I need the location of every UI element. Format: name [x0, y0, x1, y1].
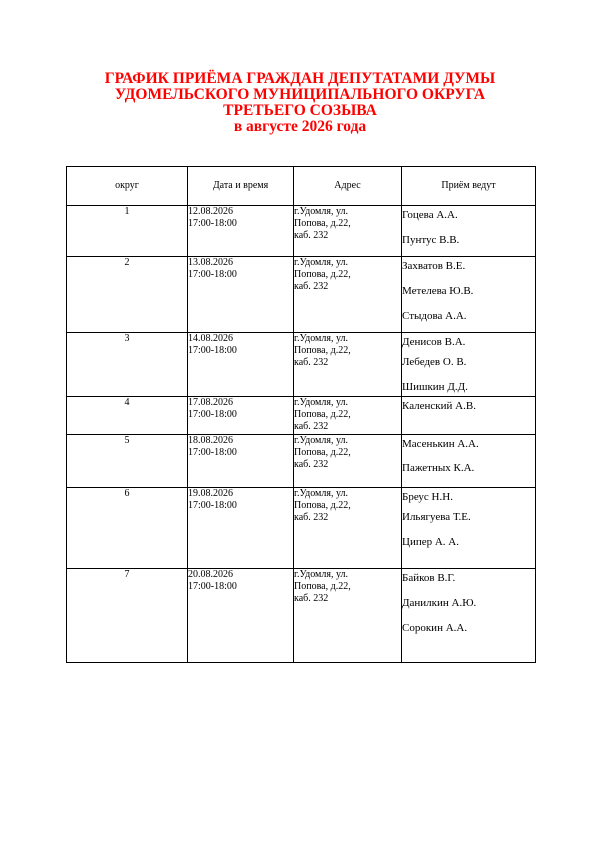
- cell-address: г.Удомля, ул. Попова, д.22, каб. 232: [294, 569, 402, 663]
- title-line-3: ТРЕТЬЕГО СОЗЫВА: [223, 102, 377, 119]
- cell-okrug: 4: [67, 397, 188, 435]
- table-row: [67, 333, 536, 397]
- cell-date-time: [188, 488, 294, 569]
- host-name: Пунтус В.В.: [402, 234, 460, 246]
- table-row: [67, 435, 536, 488]
- cell-hosts: [402, 257, 536, 333]
- cell-date-time: [188, 333, 294, 397]
- cell-okrug: 1: [67, 206, 188, 257]
- cell-date: 13.08.2026: [188, 257, 233, 268]
- host-name: Масенькин А.А.: [402, 438, 479, 450]
- host-name: Каленский А.В.: [402, 400, 476, 412]
- cell-address: г.Удомля, ул. Попова, д.22, каб. 232: [294, 435, 402, 488]
- cell-date: 20.08.2026: [188, 569, 233, 580]
- host-name: Денисов В.А.: [402, 336, 466, 348]
- cell-hosts: [402, 397, 536, 435]
- host-name: Пажетных К.А.: [402, 462, 475, 474]
- table-row: [67, 569, 536, 663]
- cell-hosts: [402, 435, 536, 488]
- cell-time: 17:00-18:00: [188, 581, 237, 592]
- cell-address: г.Удомля, ул. Попова, д.22, каб. 232: [294, 397, 402, 435]
- cell-time: 17:00-18:00: [188, 345, 237, 356]
- cell-date-time: [188, 435, 294, 488]
- title-line-4: в августе 2026 года: [233, 118, 367, 135]
- header-address: Адрес: [294, 167, 402, 206]
- table-row: [67, 397, 536, 435]
- cell-okrug: 3: [67, 333, 188, 397]
- cell-okrug: 2: [67, 257, 188, 333]
- cell-date: 17.08.2026: [188, 397, 233, 408]
- host-name: Метелева Ю.В.: [402, 285, 474, 297]
- cell-date: 14.08.2026: [188, 333, 233, 344]
- cell-address: г.Удомля, ул. Попова, д.22, каб. 232: [294, 206, 402, 257]
- table-row: [67, 257, 536, 333]
- table-header-row: [67, 167, 536, 206]
- cell-address: г.Удомля, ул. Попова, д.22, каб. 232: [294, 257, 402, 333]
- cell-date-time: [188, 257, 294, 333]
- cell-time: 17:00-18:00: [188, 269, 237, 280]
- table-row: [67, 206, 536, 257]
- cell-date: 19.08.2026: [188, 488, 233, 499]
- cell-date-time: [188, 569, 294, 663]
- cell-date: 18.08.2026: [188, 435, 233, 446]
- cell-address: г.Удомля, ул. Попова, д.22, каб. 232: [294, 488, 402, 569]
- cell-okrug: 7: [67, 569, 188, 663]
- cell-time: 17:00-18:00: [188, 447, 237, 458]
- cell-hosts: [402, 333, 536, 397]
- cell-hosts: [402, 488, 536, 569]
- host-name: Стыдова А.А.: [402, 310, 467, 322]
- cell-date-time: [188, 206, 294, 257]
- host-name: Гоцева А.А.: [402, 209, 458, 221]
- host-name: Ильягуева Т.Е.: [402, 511, 471, 523]
- title-line-2: УДОМЕЛЬСКОГО МУНИЦИПАЛЬНОГО ОКРУГА: [114, 86, 486, 103]
- title-line-1: ГРАФИК ПРИЁМА ГРАЖДАН ДЕПУТАТАМИ ДУМЫ: [104, 70, 496, 87]
- header-date-time: Дата и время: [188, 167, 294, 206]
- host-name: Ципер А. А.: [402, 536, 459, 548]
- host-name: Байков В.Г.: [402, 572, 456, 584]
- header-hosts: Приём ведут: [402, 167, 536, 206]
- schedule-table: [66, 166, 536, 663]
- host-name: Захватов В.Е.: [402, 260, 466, 272]
- host-name: Данилкин А.Ю.: [402, 597, 477, 609]
- cell-time: 17:00-18:00: [188, 500, 237, 511]
- cell-time: 17:00-18:00: [188, 218, 237, 229]
- cell-date: 12.08.2026: [188, 206, 233, 217]
- cell-okrug: 5: [67, 435, 188, 488]
- cell-hosts: [402, 206, 536, 257]
- header-okrug: округ: [67, 167, 188, 206]
- table-row: [67, 488, 536, 569]
- host-name: Лебедев О. В.: [402, 356, 467, 368]
- cell-address: г.Удомля, ул. Попова, д.22, каб. 232: [294, 333, 402, 397]
- cell-time: 17:00-18:00: [188, 409, 237, 420]
- cell-okrug: 6: [67, 488, 188, 569]
- document-title: [0, 71, 600, 135]
- host-name: Бреус Н.Н.: [402, 491, 453, 503]
- cell-hosts: [402, 569, 536, 663]
- host-name: Сорокин А.А.: [402, 622, 468, 634]
- host-name: Шишкин Д.Д.: [402, 381, 468, 393]
- cell-date-time: [188, 397, 294, 435]
